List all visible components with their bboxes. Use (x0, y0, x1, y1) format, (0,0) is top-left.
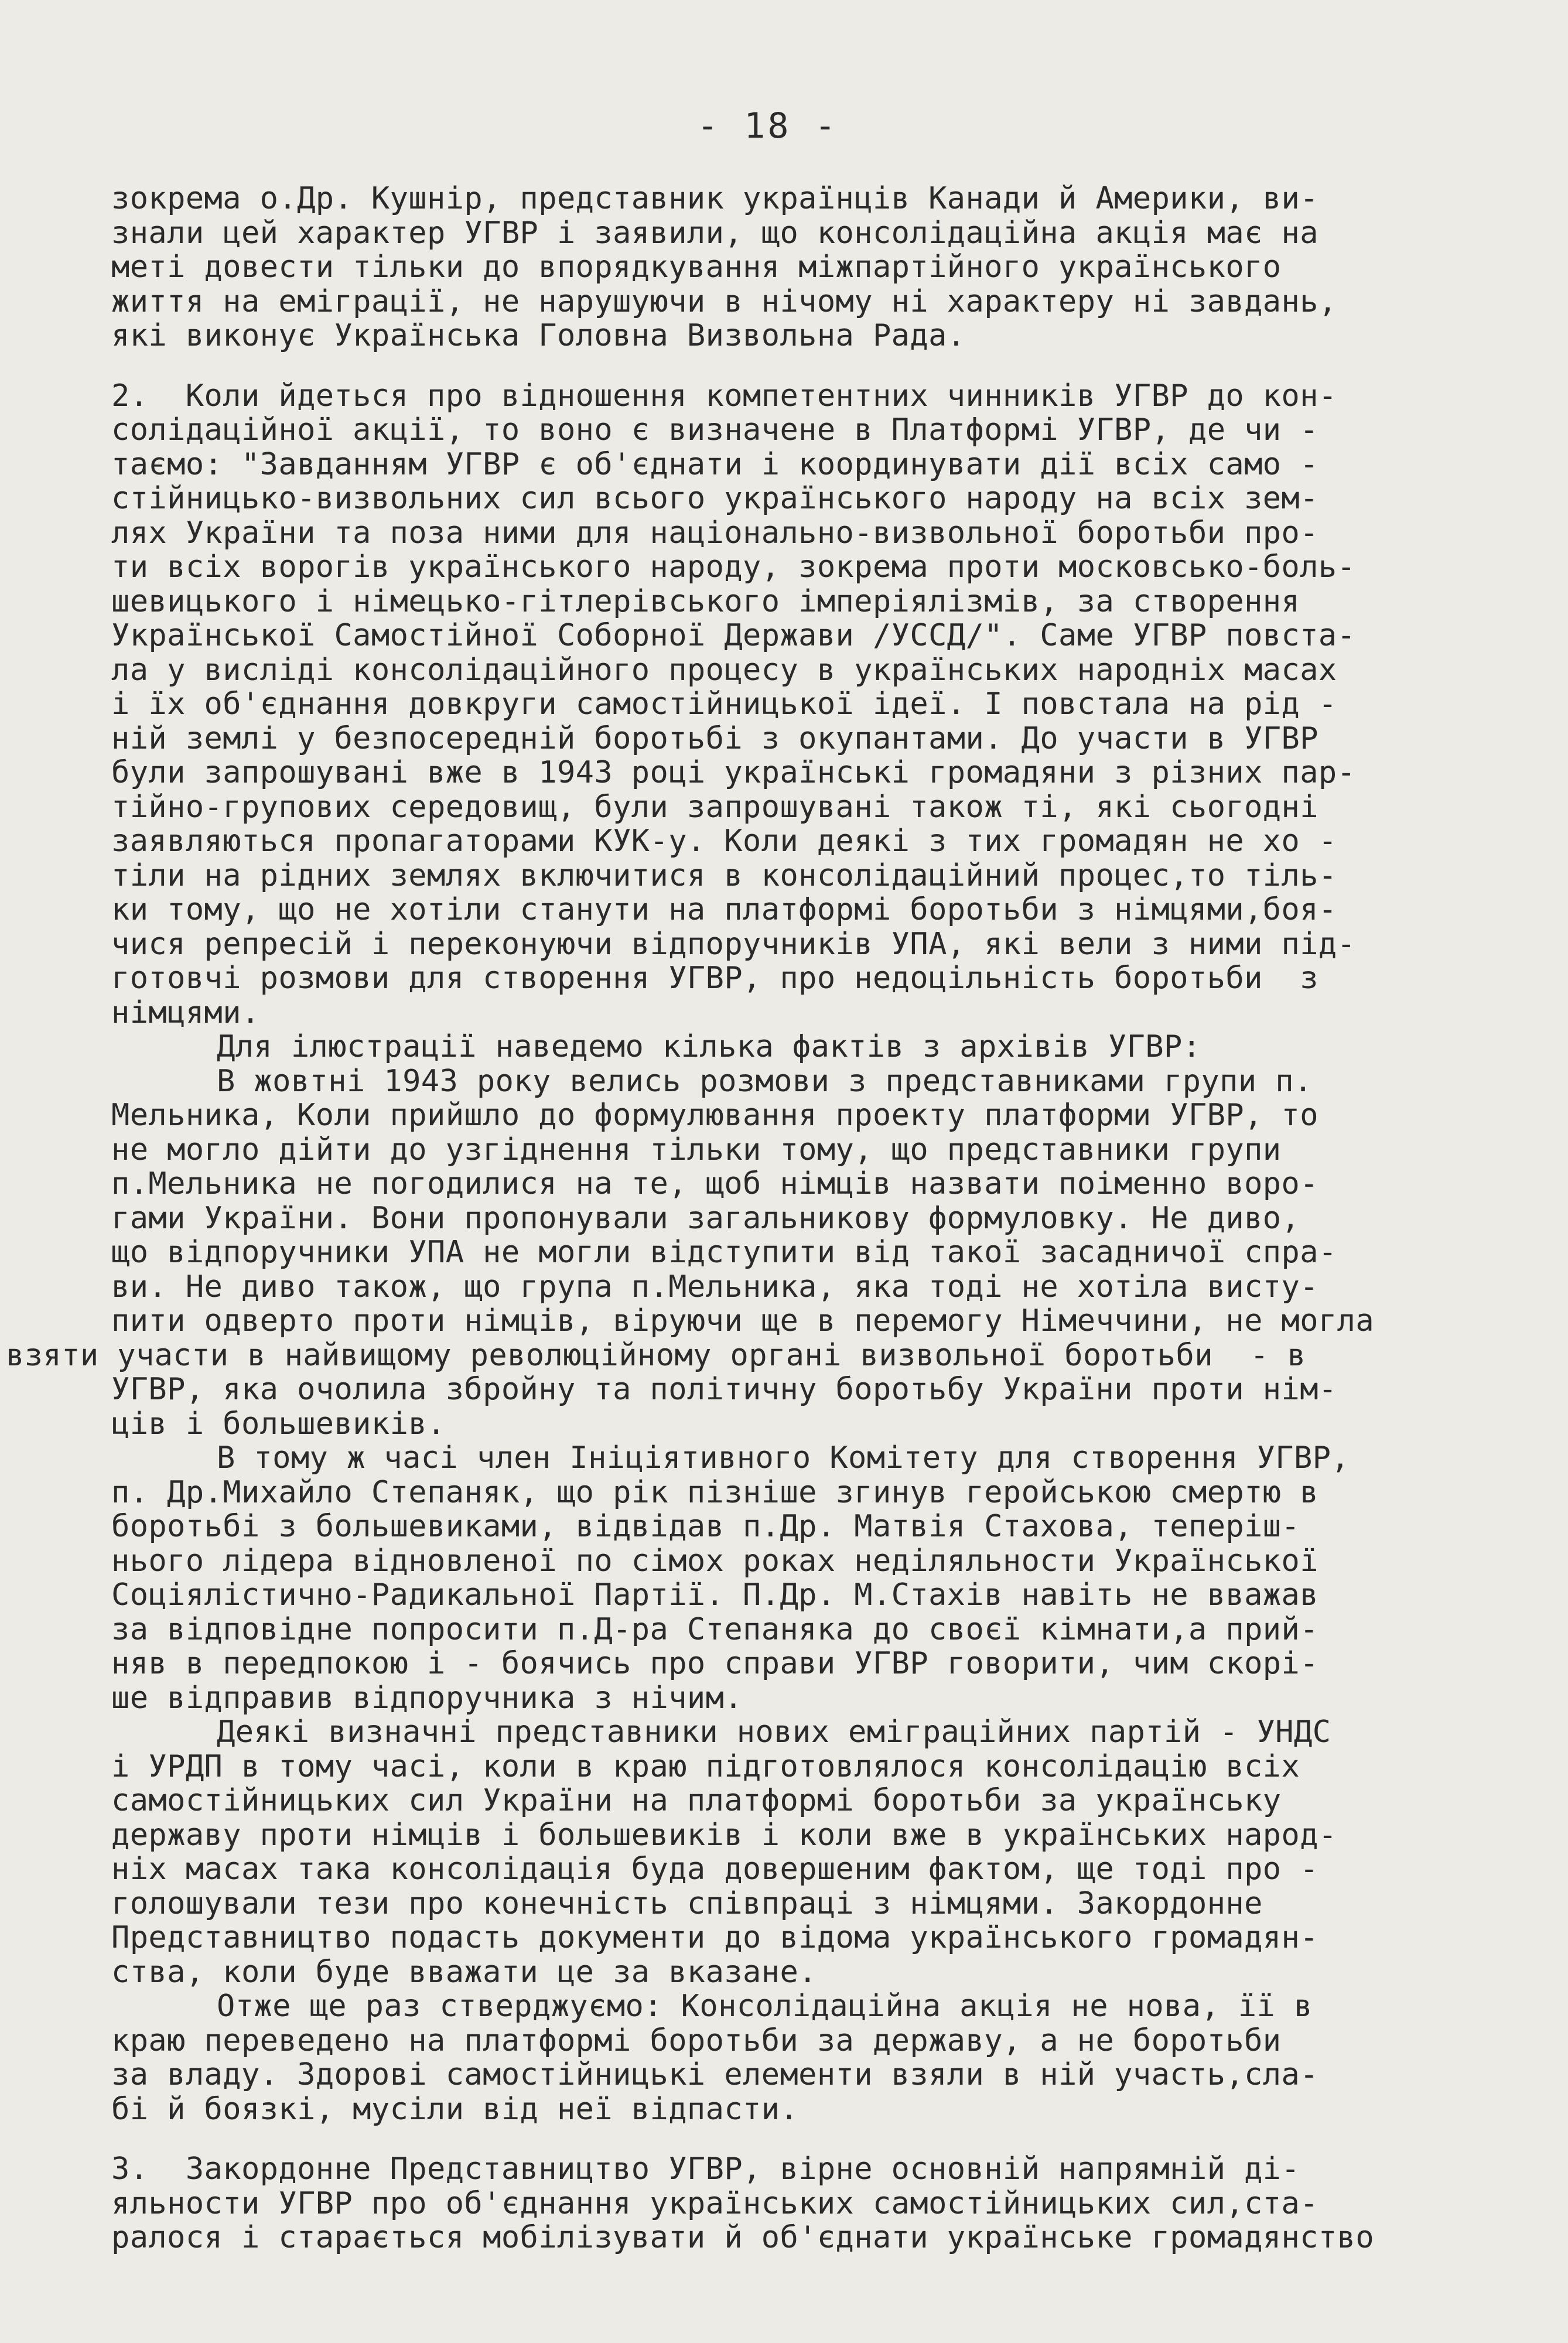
text-line: державу проти німців і большевиків і коли вже в українських народ- (111, 1817, 1337, 1853)
text-line: В тому ж часі член Ініціятивного Комітету для створення УГВР, (217, 1440, 1350, 1476)
text-line: Для ілюстрації наведемо кілька фактів з архівів УГВР: (217, 1029, 1201, 1064)
text-line: УГВР, яка очолила збройну та політичну боротьбу України проти нім- (111, 1372, 1337, 1407)
text-line: 2. Коли йдеться про відношення компетентних чинників УГВР до кон- (111, 378, 1337, 414)
text-line: ній землі у безпосередній боротьбі з окупантами. До участи в УГВР (111, 720, 1318, 756)
text-line: Соціялістично-Радикальної Партії. П.Др. М.Стахів навіть не вважав (111, 1577, 1318, 1613)
text-line: Представництво подасть документи до відома українського громадян- (111, 1920, 1318, 1955)
text-line: голошували тези про конечність співпраці з німцями. Закордонне (111, 1886, 1263, 1921)
page-number: - 18 - (697, 105, 838, 146)
text-line: таємо: "Завданням УГВР є об'єднати і координувати дії всіх само - (111, 446, 1318, 482)
text-line: і УРДП в тому часі, коли в краю підготовлялося консолідацію всіх (111, 1748, 1300, 1784)
paragraph-gap (111, 2126, 1540, 2152)
text-line: пити одверто проти німців, віруючи ще в перемогу Німеччини, не могла (111, 1303, 1375, 1338)
text-line: меті довести тільки до впорядкування міжпартійного українського (111, 250, 1282, 285)
text-line: готовчі розмови для створення УГВР, про недоцільність боротьби з (111, 961, 1318, 996)
paragraph (111, 182, 1540, 353)
text-line: шевицького і німецько-гітлерівського імперіялізмів, за створення (111, 583, 1300, 619)
text-line: солідаційної акції, то воно є визначене в Платформі УГВР, де чи - (111, 412, 1318, 448)
text-line: самостійницьких сил України на платформі боротьби за українську (111, 1783, 1282, 1818)
text-line: яльности УГВР про об'єднання українських самостійницьких сил,ста- (111, 2185, 1318, 2221)
text-line: знали цей характер УГВР і заявили, що консолідаційна акція має на (111, 215, 1318, 251)
text-line: взяти участи в найвищому революційному органі визвольної боротьби - в (6, 1337, 1306, 1373)
text-line: гами України. Вони пропонували загальникову формуловку. Не диво, (111, 1200, 1300, 1236)
text-line: Отже ще раз стверджуємо: Консолідаційна акція не нова, її в (217, 1989, 1313, 2024)
paragraph (111, 379, 1540, 1030)
text-line: не могло дійти до узгіднення тільки тому, що представники групи (111, 1132, 1282, 1167)
paragraph (6, 1029, 1540, 1442)
text-line: стійницько-визвольних сил всього українського народу на всіх зем- (111, 481, 1318, 516)
document-body (6, 181, 1540, 2255)
text-line: п. Др.Михайло Степаняк, що рік пізніше згинув геройською смертю в (111, 1474, 1318, 1510)
text-line: заявляються пропагаторами КУК-у. Коли деякі з тих громадян не хо - (111, 824, 1337, 859)
text-line: Деякі визначні представники нових еміграційних партій - УНДС (217, 1714, 1331, 1750)
text-line: п.Мельника не погодилися на те, щоб німців назвати поіменно воро- (111, 1166, 1318, 1201)
text-line: боротьбі з большевиками, відвідав п.Др. Матвія Стахова, теперіш- (111, 1509, 1300, 1544)
text-line: ніх масах така консолідація буда довершеним фактом, ще тоді про - (111, 1852, 1318, 1887)
paragraph (111, 1715, 1540, 1989)
text-line: ців і большевиків. (111, 1406, 446, 1442)
text-line: нього лідера відновленої по сімох роках неділяльности Української (111, 1543, 1318, 1579)
text-line: німцями. (111, 995, 260, 1030)
text-line: 3. Закордонне Представництво УГВР, вірне основній напрямній ді- (111, 2151, 1300, 2187)
text-line: ви. Не диво також, що група п.Мельника, яка тоді не хотіла висту- (111, 1269, 1318, 1304)
text-line: за відповідне попросити п.Д-ра Степаняка до своєї кімнати,а прий- (111, 1611, 1318, 1647)
text-line: ла у висліді консолідаційного процесу в українських народніх масах (111, 652, 1337, 688)
text-line: Української Самостійної Соборної Держави /УССД/". Саме УГВР повста- (111, 618, 1356, 653)
text-line: В жовтні 1943 року велись розмови з представниками групи п. (217, 1063, 1313, 1099)
paragraph (111, 2152, 1540, 2255)
text-line: і їх об'єднання довкруги самостійницької ідеї. І повстала на рід - (111, 686, 1337, 722)
text-line: що відпоручники УПА не могли відступити від такої засадничої спра- (111, 1235, 1337, 1270)
text-line: були запрошувані вже в 1943 році українські громадяни з різних пар- (111, 755, 1356, 790)
paragraph (111, 1441, 1540, 1715)
text-line: ки тому, що не хотіли станути на платформі боротьби з німцями,боя- (111, 892, 1337, 927)
text-line: тіли на рідних землях включитися в консолідаційний процес,то тіль- (111, 858, 1337, 893)
text-line: за владу. Здорові самостійницькі елементи взяли в ній участь,сла- (111, 2057, 1318, 2092)
text-line: ралося і старається мобілізувати й об'єднати українське громадянство (111, 2220, 1375, 2255)
text-line: ства, коли буде вважати це за вказане. (111, 1954, 817, 1990)
text-line: краю переведено на платформі боротьби за державу, а не боротьби (111, 2023, 1282, 2058)
paragraph (111, 1989, 1540, 2126)
text-line: бі й боязкі, мусіли від неї відпасти. (111, 2091, 799, 2127)
text-line: життя на еміграції, не нарушуючи в нічому ні характеру ні завдань, (111, 284, 1337, 319)
text-line: тійно-групових середовищ, були запрошувані також ті, які сьогодні (111, 789, 1318, 825)
text-line: ше відправив відпоручника з нічим. (111, 1680, 743, 1716)
text-line: ти всіх ворогів українського народу, зокрема проти московсько-боль- (111, 549, 1356, 585)
paragraph-gap (111, 353, 1540, 379)
text-line: Мельника, Коли прийшло до формулювання проекту платформи УГВР, то (111, 1098, 1318, 1133)
text-line: лях України та поза ними для національно-визвольної боротьби про- (111, 515, 1318, 551)
text-line: чися репресій і переконуючи відпоручників УПА, які вели з ними під- (111, 926, 1356, 962)
text-line: зокрема о.Др. Кушнір, представник українців Канади й Америки, ви- (111, 181, 1318, 216)
text-line: які виконує Українська Головна Визвольна Рада. (111, 318, 966, 353)
text-line: няв в передпокою і - боячись про справи УГВР говорити, чим скорі- (111, 1646, 1318, 1681)
